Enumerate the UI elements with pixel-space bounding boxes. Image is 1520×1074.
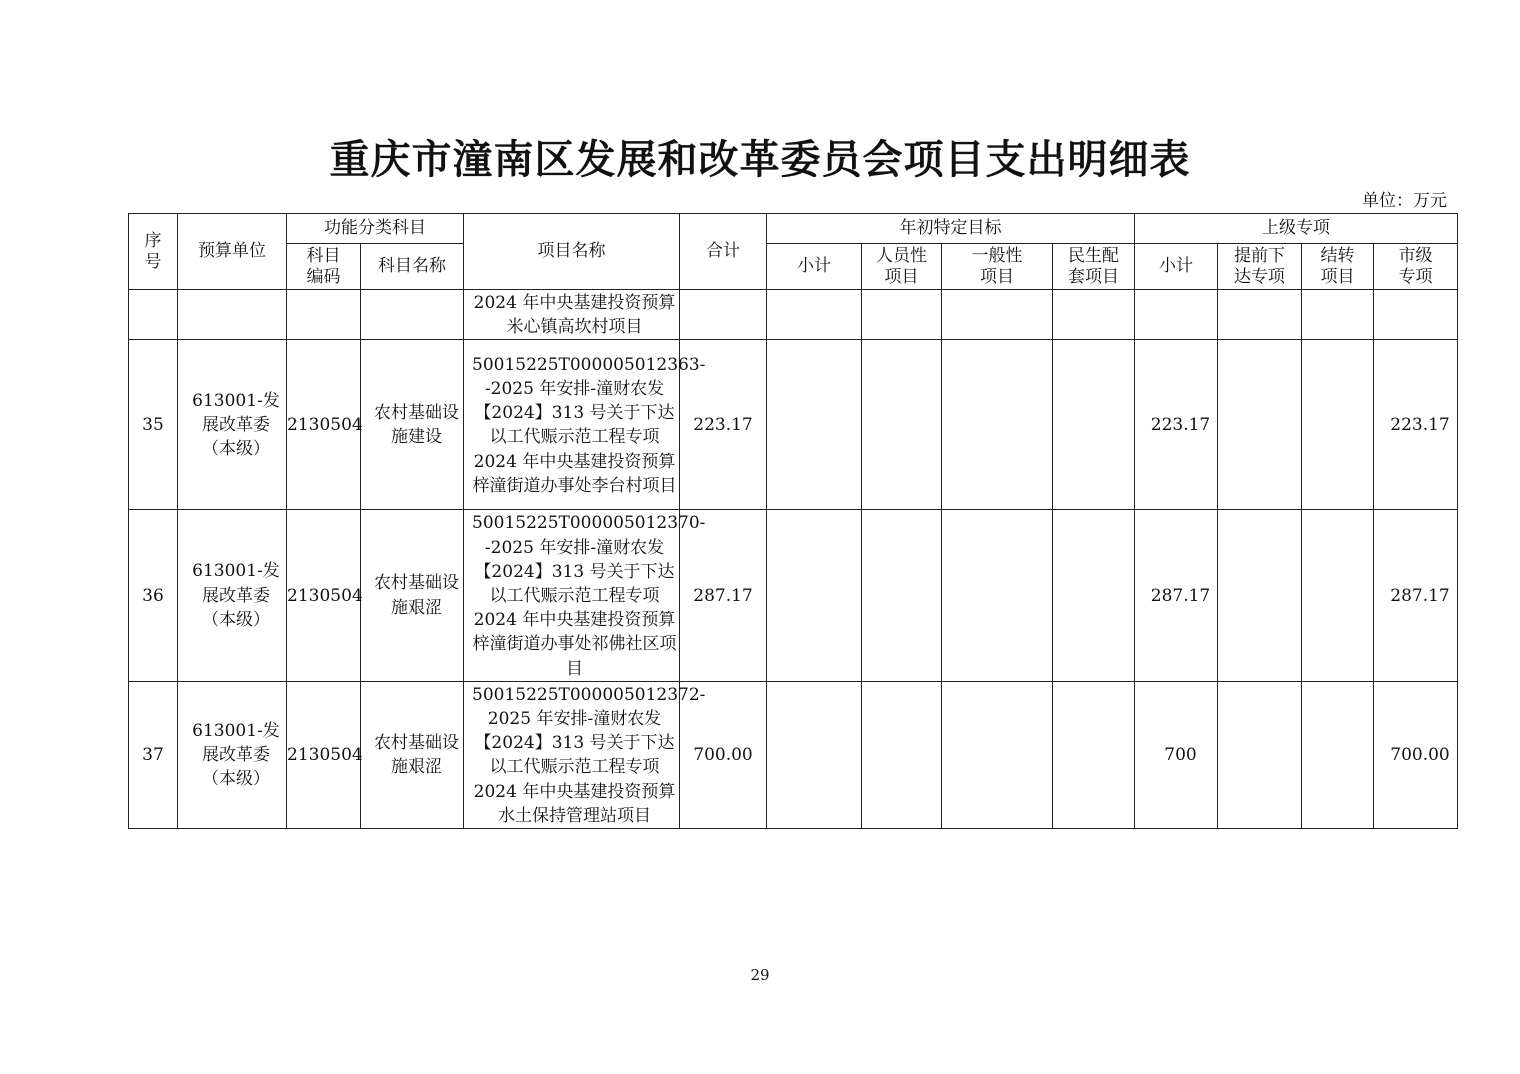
- page-title: 重庆市潼南区发展和改革委员会项目支出明细表: [329, 136, 1191, 183]
- cell-budget-unit: [178, 290, 287, 340]
- cell-total: 287.17: [680, 510, 767, 681]
- header-city: 市级专项: [1374, 244, 1458, 290]
- cell-subject-name: [361, 290, 464, 340]
- cell-budget-unit: 613001-发展改革委（本级）: [178, 510, 287, 681]
- cell-subject-code: 2130504: [287, 510, 361, 681]
- cell-subject-code: [287, 290, 361, 340]
- cell-subject-code: 2130504: [287, 681, 361, 828]
- header-carryover: 结转项目: [1302, 244, 1374, 290]
- cell-personnel: [862, 340, 942, 510]
- cell-general: [942, 340, 1053, 510]
- cell-city: 700.00: [1374, 681, 1458, 828]
- header-annual-subtotal: 小计: [767, 244, 862, 290]
- cell-carryover: [1302, 290, 1374, 340]
- header-subject-code: 科目编码: [287, 244, 361, 290]
- cell-livelihood: [1053, 340, 1135, 510]
- cell-project-name: 50015225T000005012363--2025 年安排-潼财农发【2024】313 号关于下达以工代赈示范工程专项 2024 年中央基建投资预算梓潼街道办事处李台村项目: [464, 340, 680, 510]
- header-annual-target: 年初特定目标: [767, 214, 1135, 244]
- cell-general: [942, 510, 1053, 681]
- cell-superior-subtotal: 287.17: [1135, 510, 1218, 681]
- cell-subject-name: 农村基础设施艰涩: [361, 510, 464, 681]
- header-budget-unit: 预算单位: [178, 214, 287, 290]
- header-livelihood: 民生配套项目: [1053, 244, 1135, 290]
- cell-seq: 37: [129, 681, 178, 828]
- cell-total: 223.17: [680, 340, 767, 510]
- cell-project-name: 50015225T000005012372-2025 年安排-潼财农发【2024】313 号关于下达以工代赈示范工程专项 2024 年中央基建投资预算水土保持管理站项目: [464, 681, 680, 828]
- header-total: 合计: [680, 214, 767, 290]
- cell-carryover: [1302, 681, 1374, 828]
- cell-advance: [1218, 681, 1302, 828]
- cell-general: [942, 290, 1053, 340]
- header-func-class: 功能分类科目: [287, 214, 464, 244]
- header-seq: 序号: [129, 214, 178, 290]
- cell-carryover: [1302, 510, 1374, 681]
- cell-advance: [1218, 340, 1302, 510]
- cell-seq: 35: [129, 340, 178, 510]
- header-general: 一般性项目: [942, 244, 1053, 290]
- header-superior: 上级专项: [1135, 214, 1458, 244]
- cell-subject-code: 2130504: [287, 340, 361, 510]
- table-row: [129, 290, 1458, 340]
- unit-label: 单位：万元: [1362, 191, 1447, 211]
- cell-livelihood: [1053, 290, 1135, 340]
- cell-annual-subtotal: [767, 290, 862, 340]
- cell-carryover: [1302, 340, 1374, 510]
- cell-total: 700.00: [680, 681, 767, 828]
- table-row: [129, 681, 1458, 828]
- cell-project-name: 2024 年中央基建投资预算米心镇高坎村项目: [464, 290, 680, 340]
- cell-budget-unit: 613001-发展改革委（本级）: [178, 681, 287, 828]
- table-row: [129, 340, 1458, 510]
- cell-subject-name: 农村基础设施建设: [361, 340, 464, 510]
- table-row: [129, 510, 1458, 681]
- cell-annual-subtotal: [767, 510, 862, 681]
- cell-superior-subtotal: [1135, 290, 1218, 340]
- cell-total: [680, 290, 767, 340]
- project-expenditure-table: [128, 213, 1458, 829]
- cell-seq: [129, 290, 178, 340]
- cell-advance: [1218, 510, 1302, 681]
- cell-personnel: [862, 681, 942, 828]
- cell-city: [1374, 290, 1458, 340]
- cell-general: [942, 681, 1053, 828]
- cell-city: 223.17: [1374, 340, 1458, 510]
- header-subject-name: 科目名称: [361, 244, 464, 290]
- cell-livelihood: [1053, 510, 1135, 681]
- cell-advance: [1218, 290, 1302, 340]
- cell-personnel: [862, 510, 942, 681]
- cell-budget-unit: 613001-发展改革委（本级）: [178, 340, 287, 510]
- header-advance: 提前下达专项: [1218, 244, 1302, 290]
- cell-seq: 36: [129, 510, 178, 681]
- page-number: 29: [750, 966, 770, 984]
- cell-subject-name: 农村基础设施艰涩: [361, 681, 464, 828]
- cell-annual-subtotal: [767, 340, 862, 510]
- header-project-name: 项目名称: [464, 214, 680, 290]
- header-personnel: 人员性项目: [862, 244, 942, 290]
- cell-superior-subtotal: 223.17: [1135, 340, 1218, 510]
- cell-livelihood: [1053, 681, 1135, 828]
- cell-personnel: [862, 290, 942, 340]
- cell-project-name: 50015225T000005012370--2025 年安排-潼财农发【2024】313 号关于下达以工代赈示范工程专项 2024 年中央基建投资预算梓潼街道办事处祁佛社区项目: [464, 510, 680, 681]
- cell-city: 287.17: [1374, 510, 1458, 681]
- header-superior-subtotal: 小计: [1135, 244, 1218, 290]
- cell-annual-subtotal: [767, 681, 862, 828]
- cell-superior-subtotal: 700: [1135, 681, 1218, 828]
